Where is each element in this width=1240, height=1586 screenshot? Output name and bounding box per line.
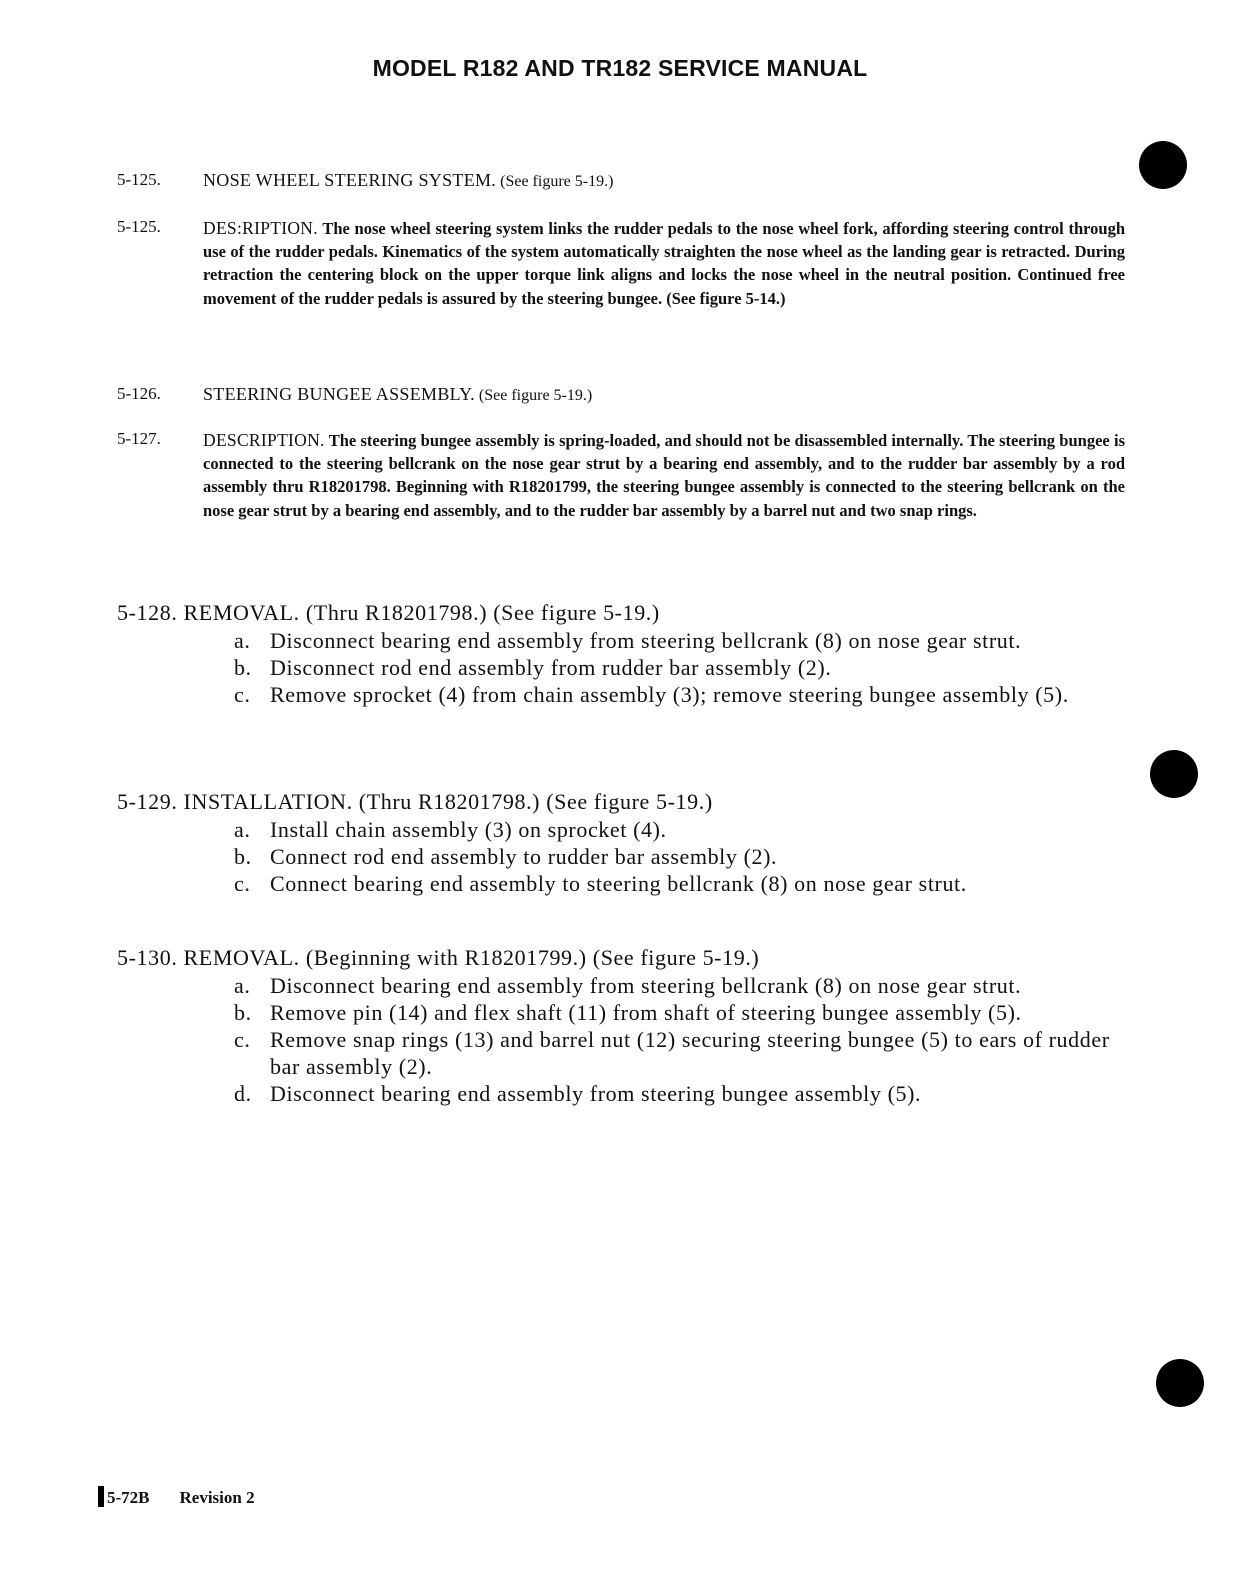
step-text: Connect bearing end assembly to steering bellcrank (8) on nose gear strut. — [270, 871, 967, 896]
procedure-5-128-removal — [117, 599, 1137, 708]
step-text: Remove pin (14) and flex shaft (11) from shaft of steering bungee assembly (5). — [270, 1000, 1022, 1025]
step-letter: c. — [234, 1027, 251, 1052]
procedure-step — [117, 1080, 1137, 1107]
section-heading-line — [203, 170, 613, 191]
step-letter: b. — [234, 1000, 252, 1025]
step-text: Install chain assembly (3) on sprocket (4). — [270, 817, 667, 842]
page-title: MODEL R182 AND TR182 SERVICE MANUAL — [372, 55, 868, 81]
section-body — [203, 217, 1125, 310]
punch-hole-bottom — [1156, 1359, 1204, 1407]
figure-reference: (See figure 5-19.) — [500, 173, 614, 190]
step-text: Disconnect bearing end assembly from steering bungee assembly (5). — [270, 1081, 922, 1106]
step-text: Connect rod end assembly to rudder bar assembly (2). — [270, 844, 778, 869]
procedure-heading: 5-129. INSTALLATION. (Thru R18201798.) (See figure 5-19.) — [117, 789, 713, 814]
procedure-step — [117, 843, 1137, 870]
step-text: Remove snap rings (13) and barrel nut (12) securing steering bungee (5) to ears of rudder bar assembly (2). — [270, 1027, 1110, 1079]
section-lead: DESCRIPTION. — [203, 430, 325, 450]
page-number: 5-72B — [107, 1488, 150, 1507]
section-heading-line — [203, 384, 592, 405]
step-text: Disconnect rod end assembly from rudder bar assembly (2). — [270, 655, 832, 680]
procedure-step — [117, 816, 1137, 843]
punch-hole-top — [1139, 141, 1187, 189]
section-paragraph: The steering bungee assembly is spring-loaded, and should not be disassembled internally. The steering bungee is connected to the steering bellcrank on the nose gear strut by a bearing end assembly, and to the rudder bar assembly by a rod assembly thru R18201798. Beginning with R18201799, the steering bungee assembly is connected to the steering bellcrank on the nose gear strut by a bearing end assembly, and to the rudder bar assembly by a barrel nut and two snap rings. — [203, 431, 1126, 520]
section-number: 5-127. — [117, 429, 161, 448]
step-letter: c. — [234, 871, 251, 896]
procedure-steps — [117, 972, 1137, 1107]
figure-reference: (See figure 5-19.) — [478, 387, 593, 404]
revision-label: Revision 2 — [179, 1488, 255, 1507]
procedure-steps — [117, 627, 1137, 708]
step-letter: b. — [234, 844, 252, 869]
revision-bar — [98, 1486, 104, 1507]
section-number: 5-125. — [117, 170, 161, 189]
section-lead: DES:RIPTION. — [203, 218, 318, 238]
section-paragraph: The nose wheel steering system links the rudder pedals to the nose wheel fork, affording steering control through use of the rudder pedals. Kinematics of the system automatically straighten the nose wheel as the landing gear is retracted. During retraction the centering block on the upper torque link aligns and locks the nose wheel in the neutral position. Continued free movement of the rudder pedals is assured by the steering bungee. (See figure 5-14.) — [203, 219, 1126, 308]
procedure-step — [117, 1026, 1137, 1080]
procedure-heading: 5-130. REMOVAL. (Beginning with R18201799.) (See figure 5-19.) — [117, 945, 760, 970]
step-letter: d. — [234, 1081, 252, 1106]
procedure-step — [117, 681, 1137, 708]
procedure-steps — [117, 816, 1137, 897]
section-body — [203, 429, 1125, 522]
procedure-heading: 5-128. REMOVAL. (Thru R18201798.) (See figure 5-19.) — [117, 600, 660, 625]
step-letter: a. — [234, 817, 251, 842]
step-text: Disconnect bearing end assembly from steering bellcrank (8) on nose gear strut. — [270, 973, 1022, 998]
procedure-step — [117, 654, 1137, 681]
section-number: 5-125. — [117, 217, 161, 236]
procedure-step — [117, 627, 1137, 654]
page-footer — [98, 1486, 255, 1508]
procedure-step — [117, 999, 1137, 1026]
punch-hole-middle — [1150, 750, 1198, 798]
section-title: STEERING BUNGEE ASSEMBLY. — [203, 384, 475, 404]
step-letter: c. — [234, 682, 251, 707]
step-text: Remove sprocket (4) from chain assembly (3); remove steering bungee assembly (5). — [270, 682, 1069, 707]
section-title: NOSE WHEEL STEERING SYSTEM. — [203, 170, 497, 190]
procedure-5-130-removal — [117, 944, 1137, 1107]
section-number: 5-126. — [117, 384, 161, 403]
procedure-step — [117, 972, 1137, 999]
step-letter: b. — [234, 655, 252, 680]
procedure-5-129-installation — [117, 788, 1137, 897]
procedure-step — [117, 870, 1137, 897]
step-letter: a. — [234, 973, 251, 998]
step-text: Disconnect bearing end assembly from steering bellcrank (8) on nose gear strut. — [270, 628, 1022, 653]
step-letter: a. — [234, 628, 251, 653]
